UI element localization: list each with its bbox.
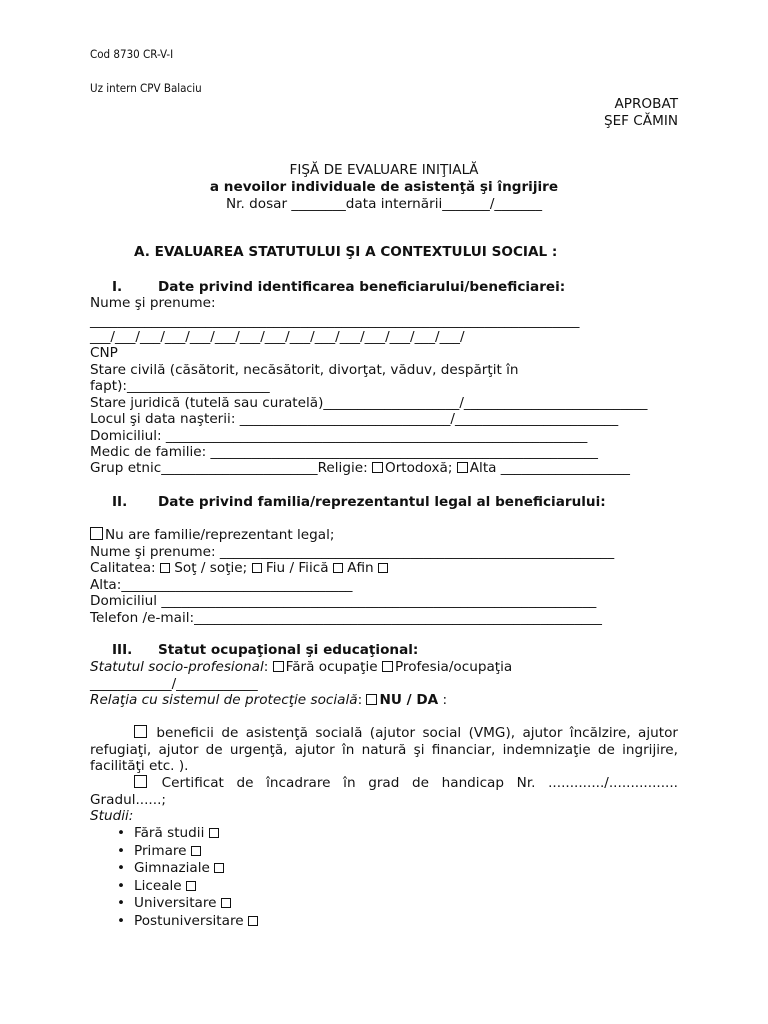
- form-title: FIŞĂ DE EVALUARE INIŢIALĂ: [289, 162, 479, 178]
- representative-name-field[interactable]: Nume şi prenume: __________________________________________________________: [90, 544, 615, 560]
- profession-label: Profesia/ocupaţia: [394, 659, 513, 675]
- social-protection-label: Relaţia cu sistemul de protecţie socială: [90, 692, 358, 708]
- studies-option-label: Postuniversitare: [134, 913, 244, 929]
- unemployed-checkbox[interactable]: [273, 661, 284, 672]
- studies-option: [134, 860, 224, 877]
- legal-status-field[interactable]: Stare juridică (tutelă sau curatelă)____________________/___________________________: [90, 395, 648, 411]
- studies-option-checkbox[interactable]: [214, 863, 224, 873]
- no-family-checkbox[interactable]: [90, 527, 103, 540]
- other-religion-field[interactable]: Alta ___________________: [469, 460, 630, 476]
- studies-option-label: Gimnaziale: [134, 860, 210, 877]
- child-checkbox[interactable]: [252, 563, 262, 573]
- in-law-checkbox[interactable]: [333, 563, 343, 573]
- studies-option-checkbox[interactable]: [248, 916, 258, 926]
- relationship-row: [90, 560, 388, 577]
- dossier-number-line: Nr. dosar ________data internării_______/_______: [226, 196, 542, 212]
- studies-option-label: Universitare: [134, 895, 217, 912]
- domicile-field[interactable]: Domiciliul: ______________________________________________________________: [90, 428, 588, 444]
- other-relationship-field[interactable]: Alta:__________________________________: [90, 577, 353, 593]
- cnp-label: CNP: [90, 345, 118, 361]
- document-code: Cod 8730 CR-V-I: [90, 47, 174, 61]
- in-law-extra-checkbox[interactable]: [378, 563, 388, 573]
- section-i-number: I.: [112, 279, 123, 295]
- ethnic-group-field[interactable]: Grup etnic_______________________Religie:: [90, 460, 372, 476]
- studies-option: [134, 878, 196, 895]
- studies-option-label: Fără studii: [134, 825, 205, 841]
- no-family-label: Nu are familie/reprezentant legal;: [105, 527, 335, 543]
- orthodox-label: Ortodoxă;: [385, 460, 457, 476]
- birth-place-date-field[interactable]: Locul şi data naşterii: _______________________________/________________________: [90, 411, 619, 427]
- other-religion-checkbox[interactable]: [457, 462, 468, 473]
- civil-status-field[interactable]: fapt):_____________________: [90, 378, 270, 394]
- studies-option: [134, 825, 219, 842]
- relationship-label: Calitatea:: [90, 560, 160, 576]
- family-doctor-field[interactable]: Medic de familie: _________________________________________________________: [90, 444, 598, 460]
- bullet-icon: •: [117, 825, 126, 841]
- civil-status-label: Stare civilă (căsătorit, necăsătorit, divorţat, văduv, despărţit în: [90, 362, 519, 378]
- section-i-heading: Date privind identificarea beneficiarului/beneficiarei:: [158, 279, 566, 295]
- benefits-checkbox[interactable]: [134, 725, 147, 738]
- benefits-paragraph: [90, 725, 678, 775]
- orthodox-checkbox[interactable]: [372, 462, 383, 473]
- bullet-icon: •: [117, 860, 126, 877]
- studies-option-checkbox[interactable]: [186, 881, 196, 891]
- studies-label: Studii:: [90, 808, 134, 824]
- profession-field[interactable]: ____________/____________: [90, 676, 258, 692]
- cnp-field[interactable]: ___/___/___/___/___/___/___/___/___/___/___/___/___/___/___/: [90, 329, 465, 345]
- handicap-text: Certificat de încadrare în grad de handicap Nr. ............./................ Gradul......;: [90, 775, 679, 808]
- name-field[interactable]: ________________________________________________________________________: [90, 313, 580, 329]
- studies-option-label: Liceale: [134, 877, 182, 894]
- studies-option-checkbox[interactable]: [221, 898, 231, 908]
- phone-email-field[interactable]: Telefon /e-mail:____________________________________________________________: [90, 610, 602, 626]
- section-iii-number: III.: [112, 642, 133, 658]
- name-label: Nume şi prenume:: [90, 295, 216, 311]
- section-iii-heading: Statut ocupaţional şi educaţional:: [158, 642, 419, 658]
- bullet-icon: •: [117, 877, 126, 894]
- internal-use-note: Uz intern CPV Balaciu: [90, 81, 202, 95]
- profession-checkbox[interactable]: [382, 661, 393, 672]
- bullet-icon: •: [117, 842, 126, 859]
- bullet-icon: •: [117, 895, 126, 912]
- studies-option-label: Primare: [134, 842, 187, 859]
- social-protection-checkbox[interactable]: [366, 694, 377, 705]
- social-protection-row: [90, 692, 447, 709]
- no-yes-label: NU / DA: [379, 692, 439, 708]
- spouse-label: Soţ / soţie;: [174, 560, 252, 576]
- handicap-checkbox[interactable]: [134, 775, 147, 788]
- studies-option: [134, 913, 258, 930]
- no-yes-colon: :: [438, 692, 448, 708]
- no-family-row: [90, 527, 334, 544]
- section-ii-number: II.: [112, 494, 128, 510]
- ethnic-religion-row: [90, 460, 630, 477]
- socio-professional-label: Statutul socio-profesional: [90, 659, 264, 675]
- approved-label: APROBAT: [614, 96, 678, 112]
- in-law-label: Afin: [347, 560, 378, 576]
- bullet-icon: •: [117, 913, 126, 929]
- unemployed-label: Fără ocupaţie: [285, 659, 382, 675]
- section-ii-heading: Date privind familia/reprezentantul legal al beneficiarului:: [158, 494, 606, 510]
- studies-option: [134, 895, 231, 912]
- section-a-heading: A. EVALUAREA STATUTULUI ŞI A CONTEXTULUI SOCIAL :: [134, 244, 558, 260]
- social-protection-colon: :: [357, 692, 367, 708]
- studies-option-checkbox[interactable]: [191, 846, 201, 856]
- child-label: Fiu / Fiică: [265, 560, 333, 576]
- head-title-label: ŞEF CĂMIN: [603, 113, 678, 129]
- benefits-text: beneficii de asistenţă socială (ajutor social (VMG), ajutor încălzire, ajutor refugiaţi, ajutor de urgenţă, ajutor în natură şi financiar, indemnizaţie de ingrijire, facilităţi etc. ).: [90, 725, 678, 775]
- representative-domicile-field[interactable]: Domiciliul ________________________________________________________________: [90, 593, 597, 609]
- handicap-paragraph: [90, 775, 678, 808]
- socio-professional-row: [90, 659, 512, 676]
- socio-professional-colon: :: [263, 659, 273, 675]
- spouse-checkbox[interactable]: [160, 563, 170, 573]
- form-subtitle: a nevoilor individuale de asistenţă şi îngrijire: [209, 179, 559, 195]
- studies-option: [134, 843, 201, 860]
- studies-option-checkbox[interactable]: [209, 828, 219, 838]
